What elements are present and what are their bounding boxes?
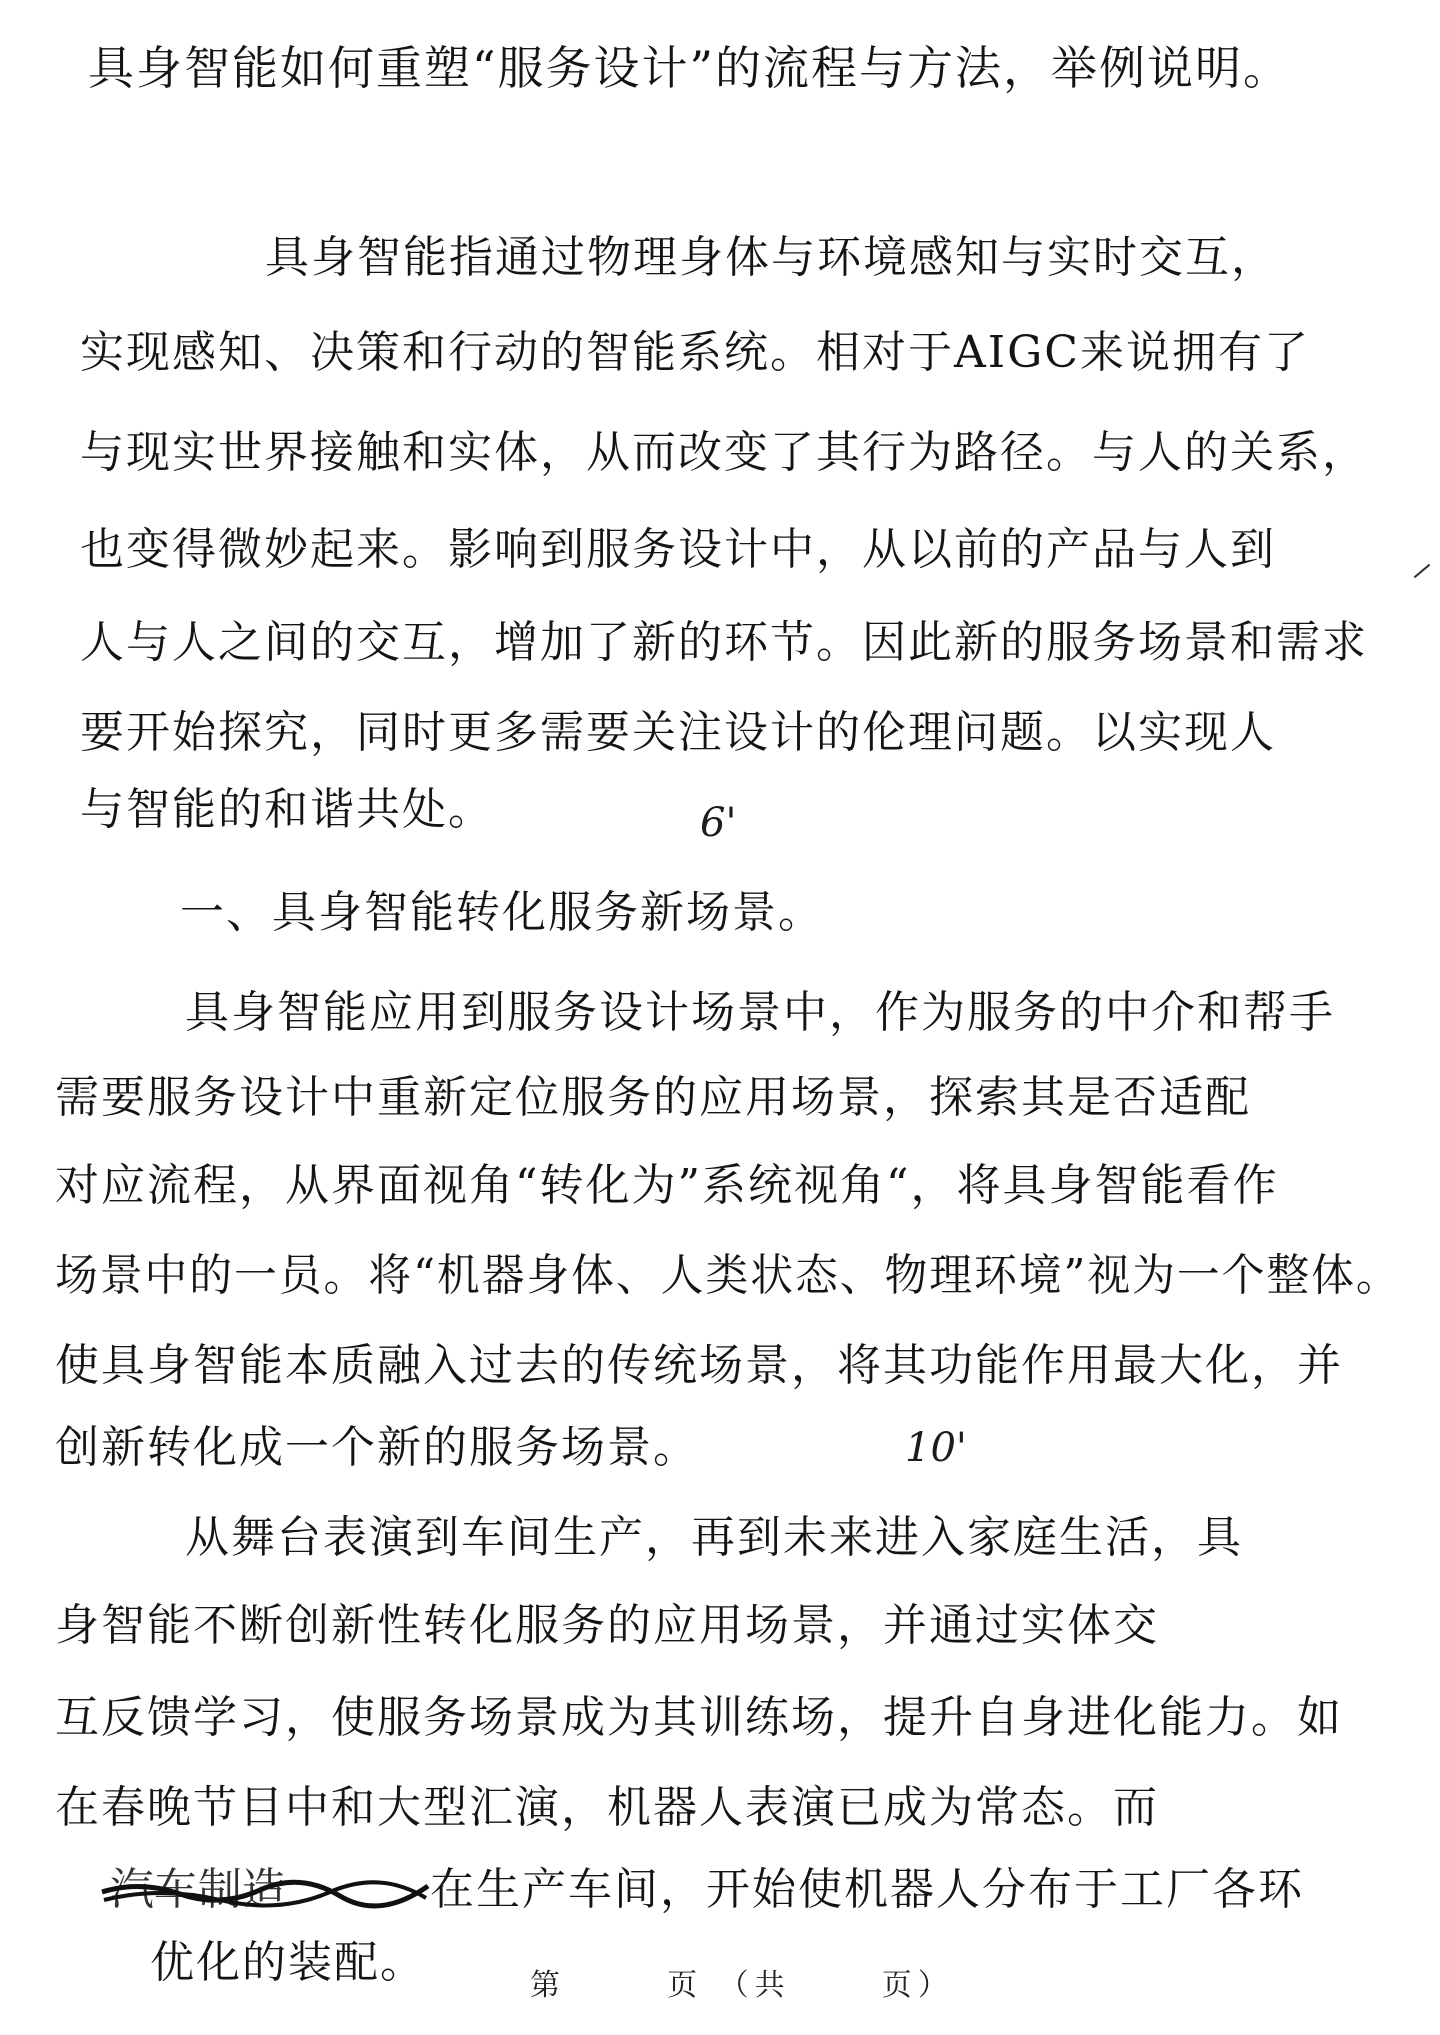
paragraph-1-line-5: 人与人之间的交互，增加了新的环节。因此新的服务场景和需求 xyxy=(80,617,1368,668)
strikethrough-text: 汽车制造 xyxy=(110,1864,286,1915)
paragraph-2-line-1: 具身智能应用到服务设计场景中，作为服务的中介和帮手 xyxy=(185,987,1335,1038)
paragraph-3-line-6: 优化的装配。 xyxy=(150,1937,426,1988)
footer-page-label: 第 xyxy=(530,1968,566,2003)
score-mark-2: 10' xyxy=(905,1425,967,1471)
paragraph-3-line-5: 在生产车间，开始使机器人分布于工厂各环 xyxy=(430,1864,1304,1915)
paragraph-1-line-6: 要开始探究，同时更多需要关注设计的伦理问题。以实现人 xyxy=(80,707,1276,758)
paragraph-3-line-1: 从舞台表演到车间生产，再到未来进入家庭生活，具 xyxy=(185,1512,1243,1563)
paragraph-3-line-4: 在春晚节目中和大型汇演，机器人表演已成为常态。而 xyxy=(55,1782,1159,1833)
section-heading: 一、具身智能转化服务新场景。 xyxy=(180,887,824,938)
footer-total-close: 页） xyxy=(881,1968,954,2003)
paragraph-1-line-7: 与智能的和谐共处。 xyxy=(80,784,494,835)
paragraph-1-line-4: 也变得微妙起来。影响到服务设计中，从以前的产品与人到 xyxy=(80,524,1276,575)
paragraph-3-line-2: 身智能不断创新性转化服务的应用场景，并通过实体交 xyxy=(55,1600,1159,1651)
paragraph-1-line-2: 实现感知、决策和行动的智能系统。相对于AIGC来说拥有了 xyxy=(80,327,1310,378)
paragraph-1-line-3: 与现实世界接触和实体，从而改变了其行为路径。与人的关系， xyxy=(80,427,1368,478)
question-title: 具身智能如何重塑“服务设计”的流程与方法，举例说明。 xyxy=(88,41,1292,95)
paragraph-2-line-3: 对应流程，从界面视角“转化为”系统视角“，将具身智能看作 xyxy=(55,1160,1279,1211)
paragraph-2-line-6: 创新转化成一个新的服务场景。 xyxy=(55,1422,699,1473)
paragraph-2-line-2: 需要服务设计中重新定位服务的应用场景，探索其是否适配 xyxy=(55,1072,1251,1123)
margin-mark xyxy=(1414,564,1431,578)
page-footer xyxy=(530,1960,954,2004)
paragraph-1-line-1: 具身智能指通过物理身体与环境感知与实时交互， xyxy=(265,232,1277,283)
paragraph-2-line-5: 使具身智能本质融入过去的传统场景，将其功能作用最大化，并 xyxy=(55,1340,1343,1391)
footer-total-open: （共 xyxy=(718,1968,791,2003)
footer-page-unit: 页 xyxy=(667,1968,704,2003)
paragraph-2-line-4: 场景中的一员。将“机器身体、人类状态、物理环境”视为一个整体。 xyxy=(55,1250,1401,1301)
score-mark-1: 6' xyxy=(700,800,737,846)
paragraph-3-line-3: 互反馈学习，使服务场景成为其训练场，提升自身进化能力。如 xyxy=(55,1692,1343,1743)
